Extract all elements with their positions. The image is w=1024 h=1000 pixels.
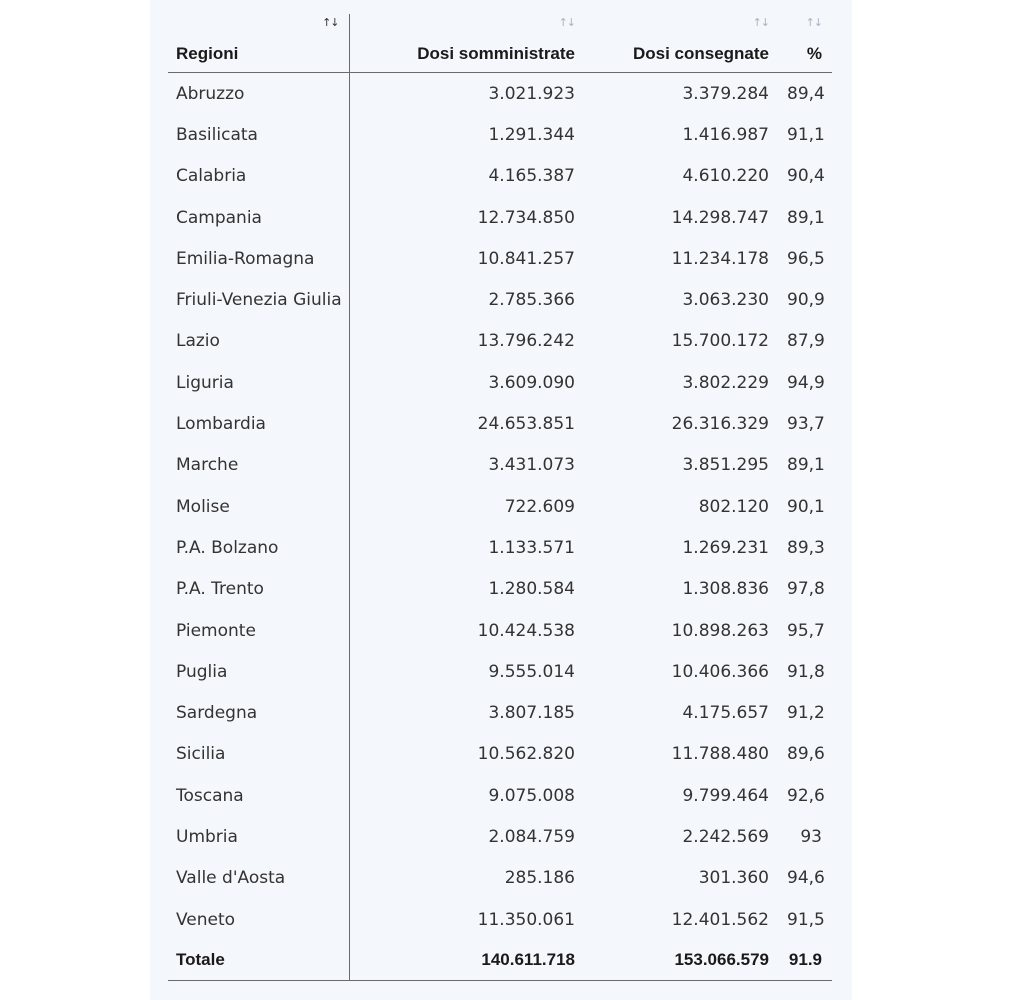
percent-cell: 91,5 bbox=[787, 909, 825, 930]
administered-cell: 1.133.571 bbox=[488, 537, 575, 558]
table-row bbox=[168, 816, 832, 857]
table-row bbox=[168, 692, 832, 733]
table-row bbox=[168, 858, 832, 899]
total-delivered: 153.066.579 bbox=[585, 940, 779, 981]
administered-cell: 10.841.257 bbox=[477, 248, 575, 269]
percent-cell: 94,9 bbox=[787, 372, 825, 393]
delivered-cell: 3.802.229 bbox=[682, 372, 769, 393]
percent-cell: 89,4 bbox=[787, 83, 825, 104]
delivered-cell: 11.234.178 bbox=[671, 248, 769, 269]
table-row bbox=[168, 775, 832, 816]
region-cell: P.A. Bolzano bbox=[168, 527, 349, 568]
administered-cell: 3.021.923 bbox=[488, 83, 575, 104]
region-cell: Campania bbox=[168, 197, 349, 238]
table-row bbox=[168, 651, 832, 692]
region-cell: Marche bbox=[168, 445, 349, 486]
administered-cell: 13.796.242 bbox=[477, 331, 575, 352]
region-cell: Veneto bbox=[168, 899, 349, 940]
delivered-cell: 9.799.464 bbox=[682, 785, 769, 806]
region-cell: Friuli-Venezia Giulia bbox=[168, 279, 349, 320]
administered-cell: 9.555.014 bbox=[488, 661, 575, 682]
delivered-cell: 3.379.284 bbox=[682, 83, 769, 104]
administered-cell: 24.653.851 bbox=[477, 414, 575, 435]
delivered-cell: 10.406.366 bbox=[671, 661, 769, 682]
region-cell: Liguria bbox=[168, 362, 349, 403]
percent-cell: 97,8 bbox=[787, 579, 825, 600]
delivered-cell: 11.788.480 bbox=[671, 744, 769, 765]
total-percent: 91.9 bbox=[779, 940, 832, 981]
table-row bbox=[168, 114, 832, 155]
table-row bbox=[168, 610, 832, 651]
percent-cell: 89,6 bbox=[787, 744, 825, 765]
table-row bbox=[168, 569, 832, 610]
percent-cell: 89,1 bbox=[787, 207, 825, 228]
region-cell: Toscana bbox=[168, 775, 349, 816]
delivered-cell: 802.120 bbox=[698, 496, 769, 517]
delivered-cell: 1.308.836 bbox=[682, 579, 769, 600]
total-label: Totale bbox=[168, 940, 349, 981]
delivered-cell: 4.175.657 bbox=[682, 703, 769, 724]
total-row bbox=[168, 940, 832, 981]
percent-cell: 96,5 bbox=[787, 248, 825, 269]
percent-cell: 95,7 bbox=[787, 620, 825, 641]
table-row bbox=[168, 527, 832, 568]
total-administered: 140.611.718 bbox=[349, 940, 585, 981]
administered-cell: 4.165.387 bbox=[488, 166, 575, 187]
delivered-cell: 3.851.295 bbox=[682, 455, 769, 476]
table-row bbox=[168, 238, 832, 279]
percent-cell: 93,7 bbox=[787, 414, 825, 435]
table-row bbox=[168, 899, 832, 940]
administered-cell: 3.431.073 bbox=[488, 455, 575, 476]
region-cell: P.A. Trento bbox=[168, 569, 349, 610]
percent-cell: 91,2 bbox=[787, 703, 825, 724]
header-row bbox=[168, 14, 832, 73]
percent-cell: 89,3 bbox=[787, 537, 825, 558]
table-panel bbox=[150, 0, 852, 1000]
sort-icon[interactable]: ↑↓ bbox=[805, 16, 822, 29]
region-cell: Piemonte bbox=[168, 610, 349, 651]
table-row bbox=[168, 734, 832, 775]
administered-cell: 10.562.820 bbox=[477, 744, 575, 765]
table-row bbox=[168, 445, 832, 486]
table-row bbox=[168, 362, 832, 403]
percent-cell: 90,4 bbox=[787, 166, 825, 187]
region-cell: Valle d'Aosta bbox=[168, 858, 349, 899]
delivered-cell: 3.063.230 bbox=[682, 290, 769, 311]
region-cell: Molise bbox=[168, 486, 349, 527]
administered-cell: 285.186 bbox=[504, 868, 575, 889]
administered-cell: 12.734.850 bbox=[477, 207, 575, 228]
administered-cell: 2.785.366 bbox=[488, 290, 575, 311]
column-header-dosi-somministrate[interactable]: ↑↓ Dosi somministrate bbox=[349, 14, 585, 73]
delivered-cell: 301.360 bbox=[698, 868, 769, 889]
sort-active-icon[interactable]: ↑↓ bbox=[322, 16, 339, 29]
region-cell: Lombardia bbox=[168, 403, 349, 444]
administered-cell: 10.424.538 bbox=[477, 620, 575, 641]
administered-cell: 9.075.008 bbox=[488, 785, 575, 806]
delivered-cell: 26.316.329 bbox=[671, 414, 769, 435]
region-cell: Sardegna bbox=[168, 692, 349, 733]
percent-cell: 94,6 bbox=[787, 868, 825, 889]
percent-cell: 92,6 bbox=[787, 785, 825, 806]
column-header-regioni[interactable]: ↑↓ Regioni bbox=[168, 14, 349, 73]
administered-cell: 1.291.344 bbox=[488, 124, 575, 145]
percent-cell: 90,9 bbox=[787, 290, 825, 311]
delivered-cell: 15.700.172 bbox=[671, 331, 769, 352]
column-header-percent[interactable]: ↑↓ % bbox=[779, 14, 832, 73]
region-cell: Calabria bbox=[168, 156, 349, 197]
region-cell: Emilia-Romagna bbox=[168, 238, 349, 279]
table-row bbox=[168, 403, 832, 444]
region-cell: Umbria bbox=[168, 816, 349, 857]
delivered-cell: 4.610.220 bbox=[682, 166, 769, 187]
sort-icon[interactable]: ↑↓ bbox=[558, 16, 575, 29]
table-row bbox=[168, 73, 832, 115]
administered-cell: 3.807.185 bbox=[488, 703, 575, 724]
delivered-cell: 10.898.263 bbox=[671, 620, 769, 641]
table-row bbox=[168, 279, 832, 320]
region-cell: Puglia bbox=[168, 651, 349, 692]
administered-cell: 2.084.759 bbox=[488, 826, 575, 847]
table-row bbox=[168, 321, 832, 362]
percent-cell: 90,1 bbox=[787, 496, 825, 517]
percent-cell: 89,1 bbox=[787, 455, 825, 476]
column-header-dosi-consegnate[interactable]: ↑↓ Dosi consegnate bbox=[585, 14, 779, 73]
administered-cell: 11.350.061 bbox=[477, 909, 575, 930]
region-cell: Lazio bbox=[168, 321, 349, 362]
region-cell: Abruzzo bbox=[168, 73, 349, 115]
delivered-cell: 2.242.569 bbox=[682, 826, 769, 847]
percent-cell: 93 bbox=[800, 826, 822, 847]
delivered-cell: 12.401.562 bbox=[671, 909, 769, 930]
delivered-cell: 1.416.987 bbox=[682, 124, 769, 145]
administered-cell: 3.609.090 bbox=[488, 372, 575, 393]
percent-cell: 91,1 bbox=[787, 124, 825, 145]
percent-cell: 87,9 bbox=[787, 331, 825, 352]
region-cell: Basilicata bbox=[168, 114, 349, 155]
sort-icon[interactable]: ↑↓ bbox=[752, 16, 769, 29]
table-row bbox=[168, 156, 832, 197]
delivered-cell: 14.298.747 bbox=[671, 207, 769, 228]
administered-cell: 1.280.584 bbox=[488, 579, 575, 600]
region-cell: Sicilia bbox=[168, 734, 349, 775]
percent-cell: 91,8 bbox=[787, 661, 825, 682]
administered-cell: 722.609 bbox=[504, 496, 575, 517]
delivered-cell: 1.269.231 bbox=[682, 537, 769, 558]
table-row bbox=[168, 486, 832, 527]
table-row bbox=[168, 197, 832, 238]
vaccine-doses-table bbox=[168, 14, 832, 981]
